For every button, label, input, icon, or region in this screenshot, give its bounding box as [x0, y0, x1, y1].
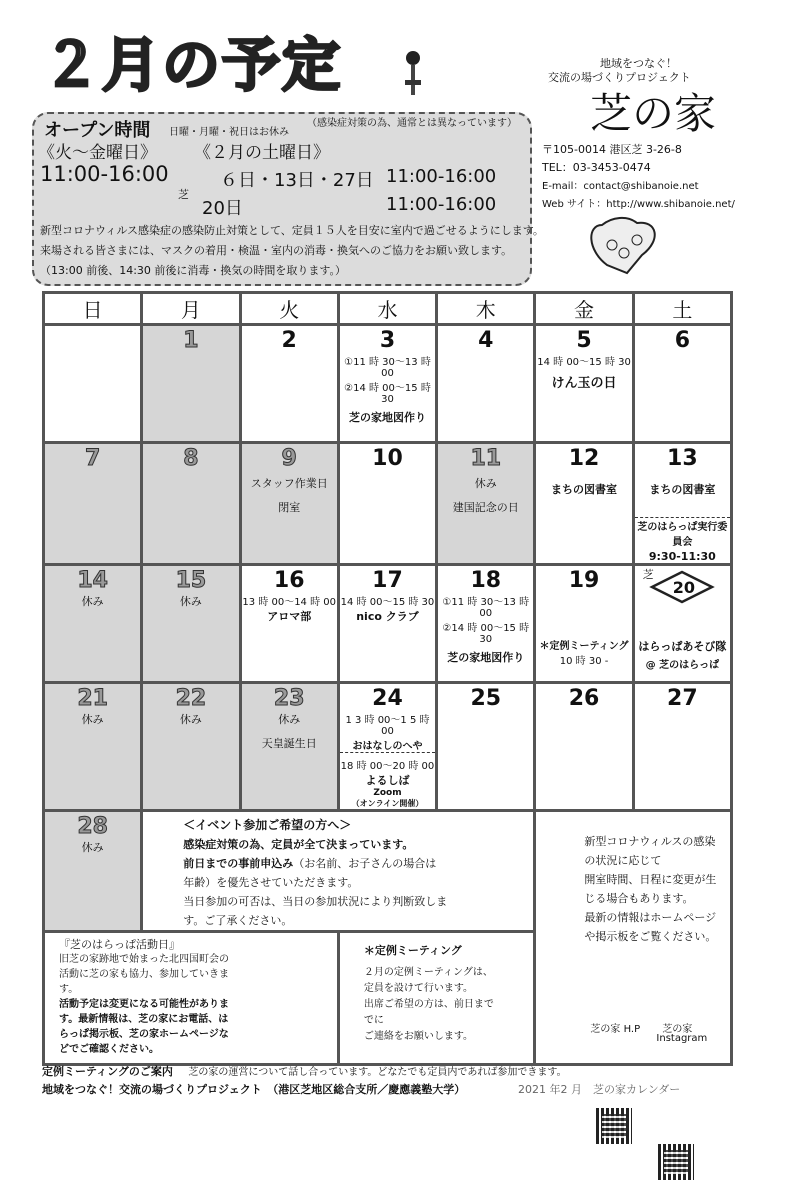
event-time: 1 3 時 00～1 5 時 00: [345, 715, 430, 737]
event-note: 閉室: [278, 501, 301, 514]
event-title: 芝のはらっぱ実行委員会: [635, 517, 730, 548]
day-28: [44, 811, 142, 932]
day-number: 24: [372, 686, 403, 711]
meeting-text: 出席ご希望の方は、前日まで: [363, 999, 494, 1010]
day-number: 20: [672, 578, 695, 597]
day-3: [338, 325, 436, 443]
day-number: 16: [273, 568, 305, 593]
closed-days: 日曜・月曜・祝日はお休み: [169, 127, 289, 138]
event-info-text: 前日までの事前申込み: [183, 857, 294, 870]
day-number: 1: [183, 328, 199, 353]
rest-label: 休み: [81, 595, 104, 608]
meeting-text: ２月の定例ミーティングは、: [363, 967, 493, 978]
weekday-label: 《火～金曜日》: [38, 143, 157, 163]
harappa-text: 活動に芝の家も協力、参加していきま: [59, 969, 229, 980]
event-info-text: 感染症対策の為、定員が全て決まっています。: [183, 838, 414, 851]
qr-code-homepage[interactable]: [596, 1108, 632, 1144]
day-25: [437, 683, 535, 811]
day-24: [338, 683, 436, 811]
org-name: 芝の家: [590, 89, 717, 138]
shiba-mark: 芝: [642, 568, 654, 581]
day-2: [240, 325, 338, 443]
day-number: 23: [273, 686, 305, 711]
event-time: 13 時 00～14 時 00: [242, 597, 337, 608]
rest-label: 休み: [278, 713, 301, 726]
event-title: 芝の家地図作り: [348, 411, 426, 424]
request-line: 来場される皆さまには、マスクの着用・検温・室内の消毒・換気へのご協力をお願い致します。: [40, 244, 513, 257]
weekday-thu: 木: [437, 293, 535, 325]
harappa-heading: 『芝のはらっぱ活動日』: [59, 938, 180, 951]
day-number: 5: [576, 328, 592, 353]
day-number: 12: [568, 446, 600, 471]
kendama-icon: [402, 50, 424, 110]
day-number: 2: [281, 328, 297, 353]
meeting-heading: ＊定例ミーティング: [363, 944, 462, 957]
event-time: ①11 時 30～13 時 00: [442, 597, 530, 619]
day-13: [633, 443, 731, 565]
day-19: [535, 565, 633, 683]
heart-box-icon: [582, 215, 672, 275]
day-4: [437, 325, 535, 443]
event-note: Zoom: [373, 788, 402, 798]
rest-label: 休み: [179, 595, 202, 608]
day-20: [633, 565, 731, 683]
event-title: nico クラブ: [356, 610, 419, 623]
harappa-text: 活動予定は変更になる可能性がありま: [59, 999, 229, 1010]
day-number: 15: [175, 568, 207, 593]
day-number: 13: [667, 446, 698, 471]
footer-calendar-label: 2021 年2 月 芝の家カレンダー: [518, 1083, 681, 1096]
harappa-text: す。: [59, 984, 79, 995]
day-number: 18: [470, 568, 502, 593]
harappa-text: らっぱ掲示板、芝の家ホームページな: [59, 1029, 229, 1040]
event-time: 10 時 30 -: [559, 656, 609, 667]
footer-meeting-text: 芝の家の運営について話し合っています。どなたでも定員内であれば参加できます。: [188, 1067, 567, 1078]
qr-label-instagram-2: Instagram: [656, 1033, 708, 1044]
event-info-heading: ＜イベント参加ご希望の方へ＞: [183, 818, 352, 832]
footer-meeting-label: 定例ミーティングのご案内: [42, 1065, 173, 1078]
qr-code-instagram[interactable]: [658, 1144, 694, 1180]
day-number: 27: [667, 686, 698, 711]
day-5: [535, 325, 633, 443]
event-title: アロマ部: [267, 610, 312, 623]
calendar-grid: [42, 291, 733, 1066]
day-17: [338, 565, 436, 683]
day-number: 11: [470, 446, 502, 471]
event-time: ①11 時 30～13 時 00: [344, 357, 431, 379]
day-22: [142, 683, 240, 811]
day-number: 21: [77, 686, 108, 711]
event-info-text: 年齢）を優先させていただきます。: [183, 876, 359, 889]
footer-project-text: 地域をつなぐ！交流の場づくりプロジェクト （港区芝地区総合支所／慶應義塾大学）: [42, 1083, 466, 1096]
day-number: 19: [568, 568, 600, 593]
weekday-header-row: [44, 293, 732, 325]
page-title: ２月の予定: [42, 31, 343, 99]
day-number: 6: [674, 328, 690, 353]
corona-info-text: 新型コロナウィルスの感染: [584, 835, 716, 848]
org-web: Web サイト：http://www.shibanoie.net/: [542, 199, 735, 210]
day-empty: [44, 325, 142, 443]
org-address: 〒105-0014 港区芝 3-26-8: [542, 143, 682, 156]
qr-label-homepage: 芝の家 H.P: [590, 1024, 641, 1035]
saturday-dates: ６日・13日・27日: [220, 170, 374, 191]
event-title: スタッフ作業日: [250, 477, 328, 490]
day-11: [437, 443, 535, 565]
event-time: 14 時 00～15 時 30: [537, 357, 631, 368]
saturday-label: 《２月の土曜日》: [194, 143, 330, 163]
day-12: [535, 443, 633, 565]
holiday-name: 建国記念の日: [452, 501, 519, 514]
meeting-text: ご連絡をお願いします。: [363, 1031, 474, 1042]
day-number: 4: [478, 328, 494, 353]
day-1: [142, 325, 240, 443]
event-time: 14 時 00～15 時 30: [340, 597, 435, 608]
corona-info-box: [535, 811, 732, 1065]
event-title: けん玉の日: [551, 376, 617, 391]
sat20-date: 20日: [202, 198, 243, 219]
day-number: 28: [77, 814, 108, 839]
day-21: [44, 683, 142, 811]
rest-label: 休み: [474, 477, 497, 490]
day-number: 3: [379, 328, 396, 353]
day-number: 9: [281, 446, 297, 471]
event-time: 18 時 00～20 時 00: [340, 761, 435, 772]
org-email: E-mail：contact@shibanoie.net: [542, 181, 699, 192]
footer-meeting: [42, 1063, 567, 1079]
saturday-time: 11:00-16:00: [386, 166, 497, 187]
event-place: @ 芝のはらっぱ: [645, 660, 720, 671]
day-number: 25: [470, 686, 502, 711]
day-number: 8: [183, 446, 199, 471]
event-title: はらっぱあそび隊: [638, 640, 727, 653]
tagline-2: 交流の場づくりプロジェクト: [548, 71, 691, 84]
day-27: [633, 683, 731, 811]
event-title: まちの図書室: [649, 483, 716, 496]
day-26: [535, 683, 633, 811]
open-hours-label: オープン時間: [44, 120, 151, 141]
weekday-wed: 水: [338, 293, 436, 325]
harappa-text: 旧芝の家跡地で始まった北四国町会の: [59, 954, 229, 965]
corona-info-text: や掲示板をご覧ください。: [584, 930, 717, 943]
sat20-time: 11:00-16:00: [386, 194, 497, 215]
corona-info-text: 最新の情報はホームページ: [584, 911, 717, 924]
calendar: [42, 291, 733, 1055]
weekday-sun: 日: [44, 293, 142, 325]
weekday-time: 11:00-16:00: [40, 162, 169, 186]
capacity-line: 新型コロナウィルス感染症の感染防止対策として、定員１５人を目安に室内で過ごせるようにします。: [40, 224, 544, 237]
weekday-sat: 土: [633, 293, 731, 325]
day-7: [44, 443, 142, 565]
rest-label: 休み: [179, 713, 202, 726]
harappa-text: す。最新情報は、芝の家にお電話、は: [59, 1014, 229, 1025]
ventilation-line: （13:00 前後、14:30 前後に消毒・換気の時間を取ります。）: [40, 264, 347, 277]
day-number: 17: [372, 568, 403, 593]
event-info-box: [142, 811, 535, 932]
event-note: （オンライン開催）: [351, 799, 424, 808]
rest-label: 休み: [81, 841, 104, 854]
event-title: よるしば: [365, 774, 410, 787]
day-18: [437, 565, 535, 683]
day-15: [142, 565, 240, 683]
day-23: [240, 683, 338, 811]
meeting-text: でに: [363, 1015, 384, 1026]
day-number: 14: [77, 568, 108, 593]
weekday-fri: 金: [535, 293, 633, 325]
event-title: おはなしのへや: [340, 737, 435, 753]
event-title: 芝の家地図作り: [447, 651, 525, 664]
weekday-mon: 月: [142, 293, 240, 325]
qr-label-instagram: 芝の家: [662, 1024, 693, 1035]
org-tel: TEL：03-3453-0474: [542, 161, 651, 174]
event-info-text: 当日参加の可否は、当日の参加状況により判断致しま: [183, 895, 448, 908]
event-time: ②14 時 00～15 時 30: [442, 623, 530, 645]
event-info-text: （お名前、お子さんの場合は: [293, 857, 437, 870]
meeting-text: 定員を設けて行います。: [363, 983, 474, 994]
event-title: ＊定例ミーティング: [539, 641, 629, 652]
day-14: [44, 565, 142, 683]
event-info-text: す。ご了承ください。: [183, 914, 293, 927]
day-number: 26: [568, 686, 600, 711]
day-number: 10: [372, 446, 403, 471]
event-time: ②14 時 00～15 時 30: [344, 383, 431, 405]
weekday-tue: 火: [240, 293, 338, 325]
day-16: [240, 565, 338, 683]
meeting-box: [338, 932, 535, 1065]
tagline-1: 地域をつなぐ！: [600, 57, 677, 70]
day-8: [142, 443, 240, 565]
harappa-box: [44, 932, 339, 1065]
day-9: [240, 443, 338, 565]
rest-label: 休み: [81, 713, 104, 726]
shiba-mark-icon: 芝: [178, 188, 189, 201]
day-number: 22: [175, 686, 207, 711]
harappa-text: どでご確認ください。: [59, 1044, 159, 1055]
day-6: [633, 325, 731, 443]
open-hours-box: [32, 112, 544, 286]
event-title: まちの図書室: [551, 483, 618, 496]
corona-info-text: じる場合もあります。: [584, 892, 694, 905]
holiday-name: 天皇誕生日: [261, 737, 317, 750]
day-number: 7: [84, 446, 101, 471]
notice: （感染症対策の為、通常とは異なっています）: [307, 118, 517, 129]
corona-info-text: 開室時間、日程に変更が生: [584, 873, 717, 886]
event-time: 9:30-11:30: [648, 550, 716, 563]
day-10: [338, 443, 436, 565]
footer-project: [42, 1081, 465, 1097]
corona-info-text: の状況に応じて: [584, 854, 662, 867]
